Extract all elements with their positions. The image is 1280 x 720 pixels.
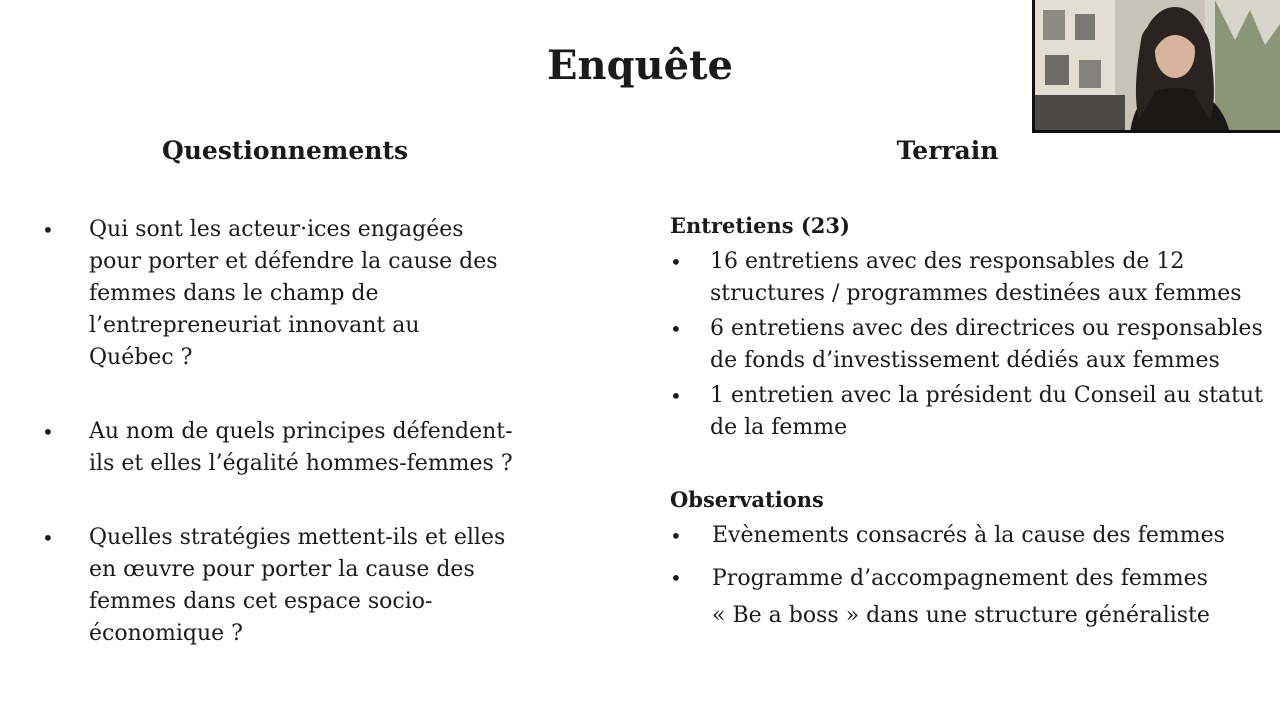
webcam-video-feed (1032, 0, 1280, 133)
bullet-icon: • (670, 566, 682, 590)
list-item (670, 246, 1270, 310)
question-text: Quelles stratégies mettent-ils et elles en œuvre pour porter la cause des femmes dans cet espace socio-économique ? (89, 525, 506, 646)
terrain-column (670, 210, 1270, 642)
list-item (42, 522, 529, 650)
bullet-icon: • (670, 384, 682, 408)
list-item (42, 214, 509, 374)
list-item (42, 416, 534, 480)
bullet-icon: • (42, 218, 54, 242)
entretien-text: 1 entretien avec la président du Conseil au statut de la femme (710, 383, 1263, 440)
list-item (670, 380, 1270, 444)
terrain-heading: Terrain (896, 136, 999, 165)
observations-list (670, 520, 1270, 634)
question-text: Qui sont les acteur·ices engagées pour porter et défendre la cause des femmes dans le champ de l’entrepreneuriat innovant au Québec ? (89, 217, 498, 370)
questionnements-heading: Questionnements (161, 136, 409, 165)
bullet-icon: • (670, 524, 682, 548)
questions-list (42, 214, 542, 692)
slide-title: Enquête (547, 42, 733, 89)
entretien-text: 16 entretiens avec des responsables de 12 structures / programmes destinées aux femmes (710, 249, 1242, 306)
observations-heading: Observations (670, 487, 824, 512)
bullet-icon: • (670, 250, 682, 274)
entretiens-heading: Entretiens (23) (670, 213, 850, 238)
bullet-icon: • (670, 317, 682, 341)
bullet-icon: • (42, 420, 54, 444)
entretiens-list (670, 246, 1270, 444)
observation-text: Programme d’accompagnement des femmes « Be a boss » dans une structure généraliste (712, 566, 1210, 628)
list-item (670, 520, 1270, 552)
question-text: Au nom de quels principes défendent-ils et elles l’égalité hommes-femmes ? (89, 419, 513, 476)
list-item (670, 313, 1270, 377)
webcam-image-icon (1035, 0, 1280, 133)
bullet-icon: • (42, 526, 54, 550)
list-item (670, 560, 1212, 634)
entretien-text: 6 entretiens avec des directrices ou responsables de fonds d’investissement dédiés aux femmes (710, 316, 1263, 373)
observation-text: Evènements consacrés à la cause des femmes (712, 523, 1225, 548)
